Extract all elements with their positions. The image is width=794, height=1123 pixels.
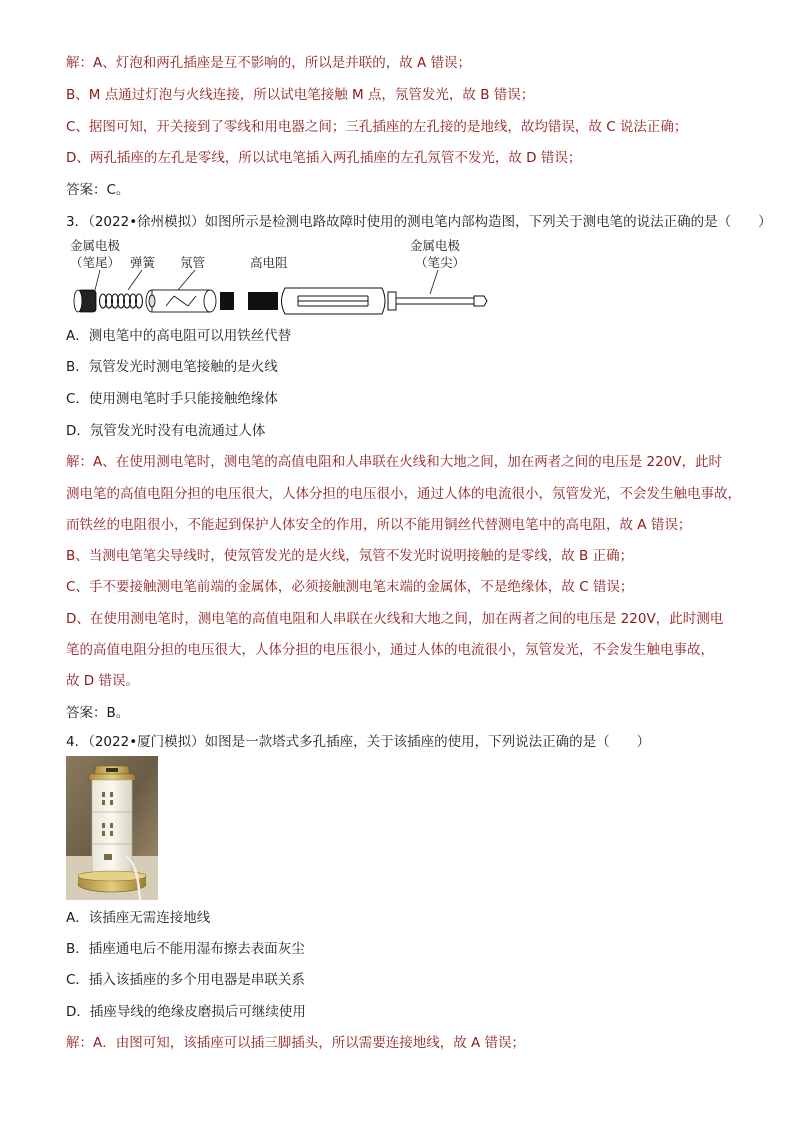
high-resistor [248, 292, 278, 310]
q3-option-c: C．使用测电笔时手只能接触绝缘体 [66, 391, 278, 407]
neon-electrode-end [220, 292, 234, 310]
label-tail: （笔尾） [70, 255, 121, 270]
label-spring: 弹簧 [130, 255, 156, 270]
prev-explanation-d: D、两孔插座的左孔是零线，所以试电笔插入两孔插座的左孔氖管不发光，故 D 错误； [66, 150, 582, 166]
q3-explanation-line: B、当测电笔笔尖导线时，使氖管发光的是火线，氖管不发光时说明接触的是零线，故 B 正确； [66, 548, 634, 564]
test-pen-diagram [70, 238, 500, 330]
q3-option-d: D．氖管发光时没有电流通过人体 [66, 423, 266, 439]
spring [100, 294, 143, 308]
q4-stem: 4．（2022•厦门模拟）如图是一款塔式多孔插座，关于该插座的使用，下列说法正确的是（ ） [66, 734, 651, 750]
q3-answer: 答案：B。 [66, 705, 130, 721]
tower-socket-photo [66, 756, 158, 900]
pen-handle [282, 288, 397, 314]
label-resistor: 高电阻 [250, 255, 288, 270]
neon-tube [146, 290, 216, 312]
prev-explanation-b: B、M 点通过灯泡与火线连接，所以试电笔接触 M 点，氖管发光，故 B 错误； [66, 87, 535, 103]
q4-option-c: C．插入该插座的多个用电器是串联关系 [66, 972, 305, 988]
q3-explanation-line: C、手不要接触测电笔前端的金属体，必须接触测电笔末端的金属体，不是绝缘体，故 C 错误； [66, 579, 634, 595]
metal-tip [396, 296, 487, 306]
q3-option-a: A．测电笔中的高电阻可以用铁丝代替 [66, 328, 292, 344]
q3-explanation-line: 测电笔的高值电阻分担的电压很大，人体分担的电压很小，通过人体的电流很小，氖管发光，不会发生触电事故， [66, 486, 741, 502]
q4-option-a: A．该插座无需连接地线 [66, 910, 211, 926]
label-tail-electrode: 金属电极 [70, 238, 121, 253]
q3-explanation-line: 故 D 错误。 [66, 673, 139, 689]
q3-explanation-line: 笔的高值电阻分担的电压很大，人体分担的电压很小，通过人体的电流很小，氖管发光，不会发生触电事故， [66, 642, 714, 658]
label-tip-electrode: 金属电极 [410, 238, 461, 253]
q3-stem: 3．（2022•徐州模拟）如图所示是检测电路故障时使用的测电笔内部构造图，下列关于测电笔的说法正确的是（ ） [66, 214, 772, 230]
q3-explanation-line: 解：A、在使用测电笔时，测电笔的高值电阻和人串联在火线和大地之间，加在两者之间的电压是 220V，此时 [66, 454, 723, 470]
q4-option-b: B．插座通电后不能用湿布擦去表面灰尘 [66, 941, 305, 957]
q4-option-d: D．插座导线的绝缘皮磨损后可继续使用 [66, 1004, 306, 1020]
q3-explanation-line: D、在使用测电笔时，测电笔的高值电阻和人串联在火线和大地之间，加在两者之间的电压是 220V，此时测电 [66, 611, 724, 627]
prev-answer: 答案：C。 [66, 182, 130, 198]
prev-explanation-a: 解：A、灯泡和两孔插座是互不影响的，所以是并联的，故 A 错误； [66, 55, 472, 71]
label-tip: （笔尖） [415, 255, 466, 270]
prev-explanation-c: C、据图可知，开关接到了零线和用电器之间；三孔插座的左孔接的是地线，故均错误，故 C 说法正确； [66, 119, 688, 135]
q4-explanation-a: 解：A．由图可知，该插座可以插三脚插头，所以需要连接地线，故 A 错误； [66, 1035, 526, 1051]
q3-option-b: B．氖管发光时测电笔接触的是火线 [66, 359, 278, 375]
q3-explanation-line: 而铁丝的电阻很小，不能起到保护人体安全的作用，所以不能用铜丝代替测电笔中的高电阻，故 A 错误； [66, 517, 692, 533]
label-neon: 氖管 [180, 255, 206, 270]
